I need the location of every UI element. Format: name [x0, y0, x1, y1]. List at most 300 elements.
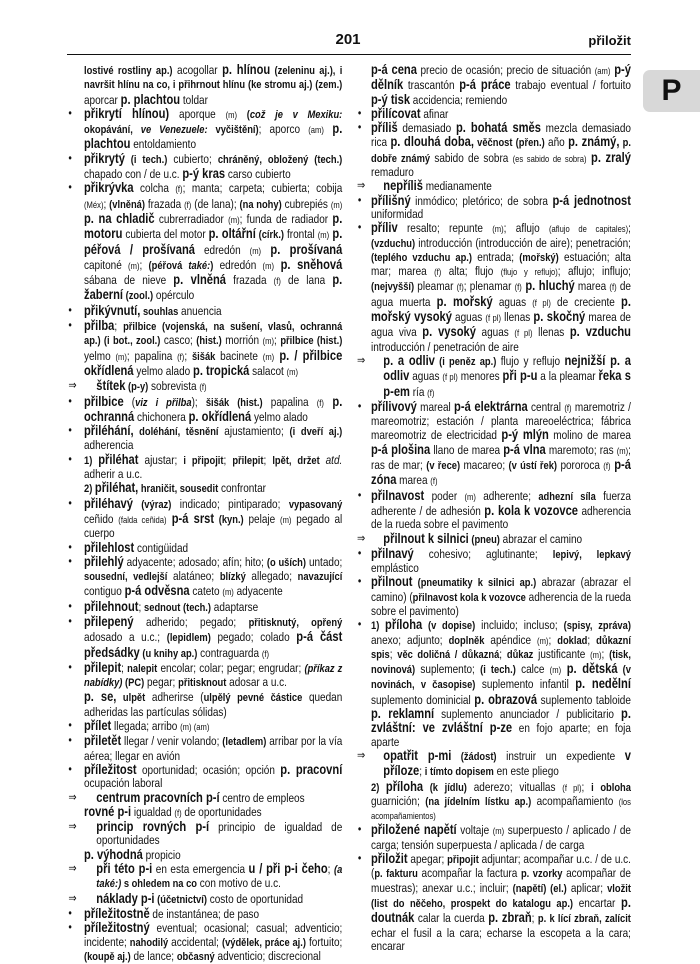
entry-text: introducción / penetración de aire [371, 339, 519, 354]
bullet-icon: • [68, 451, 72, 466]
entry-text: aguas [451, 310, 486, 325]
entry-text: inmódico; pletórico; de sobra [410, 193, 553, 208]
entry-text: ; manta; carpeta; cubierta; cobija [182, 181, 343, 196]
entry-text: ; [587, 632, 597, 647]
arrow-icon: ⇒ [68, 378, 77, 393]
entry-text: hraničit, sousedit [138, 483, 219, 496]
dictionary-entry [68, 761, 343, 791]
bullet-icon: • [68, 920, 72, 935]
entry-text: (f pl) [442, 372, 458, 383]
entry-text: lostivé rostliny ap.) [84, 65, 173, 77]
entry-text: llegada; arribo [111, 719, 181, 734]
bullet-icon: • [68, 539, 72, 554]
entry-text: sednout (tech.) [144, 601, 211, 614]
entry-text: (příkaz z nabídky) [84, 662, 343, 690]
entry-text: (m) [262, 336, 275, 347]
entry-text: (péřová [148, 259, 189, 272]
headword: p-ý dělník [371, 62, 631, 93]
headword: přilícovat [371, 105, 421, 121]
entry-text: adherencia de la rueda sobre el pavimento) [371, 589, 631, 618]
headword: p. vysoký [422, 324, 476, 340]
headword: příležitost [84, 761, 137, 777]
entry-text: costo de oportunidad [206, 891, 304, 906]
entry-text: (m) [228, 214, 240, 225]
entry-text: adosado a u.c.; [84, 630, 167, 645]
entry-text: pelaje [243, 511, 281, 526]
entry-text: ; [184, 348, 192, 363]
entry-text: doklad [557, 634, 588, 647]
arrow-icon: ⇒ [68, 861, 77, 876]
entry-text: yelmo [84, 348, 116, 363]
entry-text: propicio [142, 847, 181, 862]
entry-text: acogollar [172, 63, 223, 77]
entry-text: papalina [262, 394, 317, 409]
entry-text: ; [138, 599, 145, 614]
headword: p. na chladič [84, 210, 155, 226]
entry-text: adyacente; adosado; afín; hito; [123, 554, 267, 569]
entry-text: přitisknout [178, 677, 227, 690]
entry-text: confrontar [218, 481, 266, 496]
entry-text: (f) [261, 648, 270, 659]
bullet-icon: • [357, 120, 362, 135]
entry-text: (m) [590, 649, 602, 660]
entry-text: (los acompañamientos) [371, 796, 631, 822]
entry-text: (f) [427, 387, 435, 398]
headword: p. bohatá směs [455, 120, 541, 136]
entry-text: anexo; adjunto; [371, 632, 449, 647]
bullet-icon: • [68, 718, 72, 733]
entry-text: guarnición; [371, 793, 426, 808]
dictionary-entry [357, 617, 631, 749]
headword: p. kola k vozovce [484, 502, 579, 518]
arrow-icon: ⇒ [357, 352, 366, 367]
entry-text: 1) [371, 620, 386, 633]
dictionary-entry [68, 733, 343, 763]
entry-text: con motivo de u.c. [197, 876, 281, 891]
entry-text: ; plenamar [463, 279, 515, 294]
entry-text: (Méx) [84, 199, 104, 210]
dictionary-entry [357, 545, 631, 576]
entry-text: (m) [222, 587, 234, 598]
entry-text: frontal [284, 227, 318, 242]
entry-text: (na nohy) [239, 198, 282, 211]
headword: přikrytí hlínou) [84, 105, 170, 121]
bullet-icon: • [357, 398, 362, 413]
entry-text: a la pleamar [537, 369, 599, 384]
headword: p. mořský [436, 293, 493, 309]
headword: p-á jednotnost [552, 192, 631, 208]
entry-text: nahodilý [129, 936, 169, 949]
entry-text: ve Venezuele: [140, 124, 208, 137]
entry-text: vložit (list do něčeho, prospekt do katalogu ap.) [371, 882, 631, 910]
headword: p. známý, [568, 134, 620, 150]
entry-text: (hist.) [196, 335, 222, 348]
dictionary-entry [68, 393, 343, 425]
headword: p. obrazová [474, 691, 538, 707]
dictionary-entry [68, 659, 343, 691]
entry-text: de instantánea; de paso [149, 906, 260, 921]
headword: p. výhodná [84, 846, 143, 862]
headword: p. pracovní [280, 761, 343, 777]
headword: příliš [371, 120, 398, 136]
entry-text: i tímto dopisem [424, 766, 494, 779]
headword: přiložené napětí [371, 822, 457, 838]
bullet-icon: • [68, 318, 72, 333]
entry-text: (i tech.) [124, 153, 168, 166]
entry-text: (zool.) [123, 290, 154, 303]
entry-text: adhezní síla [538, 490, 596, 503]
dictionary-entry [68, 598, 342, 615]
dictionary-entry [68, 920, 343, 964]
headword: přilnout k silnici [383, 530, 469, 546]
entry-text: (flujo y reflujo) [500, 267, 558, 278]
headword: příliv [371, 220, 398, 236]
dictionary-entry [357, 530, 631, 547]
entry-text: allegado; [245, 569, 298, 584]
headword: p. dětská [561, 661, 618, 677]
entry-text: atd. [325, 452, 343, 467]
headword: p-ý kras [182, 166, 226, 182]
headword: p. vzduchu [569, 324, 631, 340]
entry-text: (pneumatiky k silnici ap.) [412, 577, 537, 590]
headword: p. oltářní [208, 226, 256, 242]
entry-text: suplemento anunciador / publicitario [434, 707, 622, 722]
entry-text: p. fakturu [374, 868, 418, 881]
entry-text: indicado; pintiparado; [171, 496, 289, 511]
entry-text: anuencia [178, 303, 222, 318]
entry-text: yelmo alado [133, 363, 194, 378]
entry-text: ; [499, 646, 507, 661]
entry-text: i připojit [183, 454, 224, 467]
entry-text: ; [139, 257, 149, 272]
entry-text: (i tech.) [480, 664, 516, 677]
entry-text: (f) [564, 402, 572, 413]
dictionary-entry [68, 553, 343, 600]
entry-text: chapado con / de u.c. [84, 167, 183, 182]
entry-text: fuerza adherente / de adhesión [371, 488, 631, 518]
entry-text: aporcar [84, 92, 121, 107]
entry-text: doléhání, těsnění [133, 426, 219, 439]
entry-text: instruir un expediente [496, 748, 625, 763]
headword: přiléhat, [94, 480, 139, 496]
entry-text: estuación; alta mar; marea [371, 249, 631, 279]
entry-text: afinar [420, 106, 449, 121]
headword: přiletět [84, 733, 122, 749]
entry-text: (výraz) [132, 498, 172, 511]
dictionary-entry [357, 822, 631, 852]
entry-text: quedan adheridas las partículas sólidas) [84, 690, 343, 719]
entry-text: encolar; colar; pegar; engrudar; [157, 660, 305, 675]
bullet-icon: • [68, 659, 72, 674]
bullet-icon: • [357, 487, 362, 502]
entry-text: (v řece) [426, 460, 461, 473]
entry-text: (falda ceñida) [118, 514, 167, 525]
headword: p. vlněná [173, 272, 227, 288]
headword: p. plachtou [120, 91, 181, 107]
entry-text: (napětí) (el.) [512, 882, 567, 895]
entry-text: en este pliego [493, 764, 559, 779]
entry-text: což je v Mexiku: [249, 108, 343, 121]
entry-text: marea [574, 279, 610, 294]
entry-text: (m) [464, 491, 476, 502]
entry-text: ; [114, 319, 124, 334]
entry-text: (mořský) [519, 251, 559, 264]
bullet-icon: • [68, 393, 72, 408]
entry-text: (f) [199, 382, 207, 393]
headword: centrum pracovních p-í [96, 789, 220, 805]
entry-text: sabido de sobra [430, 150, 513, 165]
header-rule [67, 54, 631, 55]
entry-text: (m) [128, 260, 140, 271]
entry-text: llegar / venir volando; [121, 734, 223, 749]
dictionary-entry [357, 574, 631, 618]
entry-text: aguas [492, 294, 533, 309]
entry-text: abrazar (abrazar el camino) ( [371, 575, 631, 604]
headword: p. hluchý [521, 278, 575, 294]
entry-text: untado; [305, 554, 343, 569]
entry-text: ) [210, 259, 214, 272]
headword: p. hlínou [222, 62, 271, 77]
entry-text: přilbice (hist.) [280, 335, 343, 348]
entry-text: (es sabido de sobra) [512, 153, 587, 164]
headword: p. motoru [84, 210, 343, 242]
headword: přilba [84, 318, 115, 334]
headword: přílivový [371, 398, 417, 414]
entry-text: (u knihy ap.) [139, 647, 198, 660]
headword: u / při p-i čeho [248, 861, 328, 877]
entry-text: p. dobře známý [371, 137, 631, 165]
dictionary-entry [68, 718, 342, 734]
entry-text: incluido; incluso; [475, 618, 564, 633]
dictionary-entry [357, 120, 631, 180]
entry-text: (k jídlu) [423, 781, 467, 794]
entry-text: adherirse ( [145, 690, 204, 705]
dictionary-entry [68, 861, 343, 892]
entry-text: flujo y reflujo [496, 353, 565, 368]
entry-text: ; [548, 632, 558, 647]
entry-text: adherir a u.c. [84, 467, 143, 482]
entry-text: (teplého vzduchu ap.) [371, 251, 473, 264]
entry-text: igualdad [131, 804, 175, 819]
entry-text: (f) [456, 282, 464, 293]
headword: p-ý mlýn [501, 427, 549, 443]
dictionary-entry [357, 352, 631, 400]
headword: p. se, [84, 689, 117, 705]
bullet-icon: • [357, 192, 362, 207]
headword: p. / přilbice okřídlená [84, 347, 343, 378]
entry-text: pegado; colado [210, 630, 297, 645]
dictionary-entry [68, 819, 343, 848]
bullet-icon: • [357, 822, 362, 837]
bullet-icon: • [357, 851, 362, 866]
entry-text: (f) [174, 807, 182, 818]
entry-text: edredón [213, 257, 263, 272]
entry-text: aplicar; [566, 880, 608, 895]
entry-text: ajustamiento; [218, 424, 290, 439]
headword: příloha [385, 778, 424, 794]
entry-text: navazující [297, 571, 343, 584]
entry-text: (m) [249, 245, 262, 256]
entry-text: en esta emergencia [152, 862, 249, 877]
headword: přilnavý [371, 545, 414, 561]
dictionary-entry [357, 220, 631, 354]
entry-text: (p-y) [125, 381, 149, 394]
headword: p. a odliv [383, 352, 435, 368]
entry-text: ; [121, 660, 128, 675]
entry-text: (lepidlem) [166, 632, 211, 645]
headword: p-á odvěsna [124, 583, 190, 599]
entry-text: molino de marea [548, 428, 631, 443]
entry-text: de creciente [550, 294, 622, 309]
bullet-icon: • [68, 180, 72, 195]
entry-text: přilbice (vojenská, na sušení, vlasů, ochranná ap.) (i bot., zool.) [84, 321, 343, 348]
entry-text: marea de agua viva [371, 310, 631, 340]
entry-text: toldar [180, 92, 208, 107]
entry-text: adherencia de la rueda sobre el pavimento [371, 503, 631, 532]
arrow-icon: ⇒ [68, 890, 77, 905]
headword: p. zralý [586, 149, 631, 165]
entry-text: ; aporco [258, 122, 309, 137]
page-number: 201 [335, 31, 361, 48]
headword: p. skočný [533, 309, 586, 325]
entry-text: (m) [262, 351, 275, 362]
headword: p-á vlna [503, 441, 546, 457]
left-column [68, 62, 343, 964]
entry-text: (i dveří aj.) [289, 426, 343, 439]
entry-text: ceñido [84, 511, 119, 526]
entry-text: (m) [537, 635, 549, 646]
entry-text: resalto; repunte [397, 221, 493, 236]
entry-text: 1) [84, 454, 99, 467]
entry-text: (f) [177, 351, 185, 362]
entry-text: přilepit [232, 454, 264, 467]
entry-text: souhlas [140, 305, 179, 318]
entry-text: encartar [573, 895, 622, 910]
entry-text: casco; [160, 333, 197, 348]
entry-text: vypasovaný [288, 498, 343, 511]
entry-text: abrazar el camino [499, 531, 583, 546]
entry-text: marea [396, 473, 431, 488]
headword: přilepený [84, 613, 134, 629]
entry-text: (vzduchu) [371, 237, 416, 250]
entry-text: calar la cuerda [414, 911, 489, 926]
headword: řeka s p-em [383, 368, 631, 399]
entry-text: contraguarda [197, 645, 262, 660]
bullet-icon: • [68, 733, 72, 748]
entry-text: ; [274, 333, 281, 348]
entry-text: aguas [475, 325, 515, 340]
entry-text: alta; flujo [441, 264, 501, 279]
bullet-icon: • [68, 598, 72, 613]
entry-text: p. k lící zbraň, zalícit [537, 913, 631, 926]
thumb-index-tab [643, 70, 700, 112]
dictionary-entry [68, 180, 343, 303]
entry-text: věčnost (přen.) [473, 137, 545, 150]
entry-text: cateto [189, 584, 223, 599]
entry-text: (m) [317, 230, 330, 241]
arrow-icon: ⇒ [357, 530, 366, 545]
entry-text: alatáneo; [167, 569, 220, 584]
entry-text: sousední, vedlejší [84, 571, 168, 584]
entry-text: chráněný, obložený (tech.) [217, 153, 343, 166]
entry-text: precio de ocasión; precio de situación [416, 63, 595, 77]
headword: v příloze [383, 747, 631, 779]
entry-text: principio de igualdad de oportunidades [96, 820, 343, 848]
entry-text: uniformidad [371, 206, 424, 221]
entry-text: acompañar la factura [417, 866, 521, 881]
entry-text: introducción (introducción de aire); penetración; [415, 235, 631, 250]
dictionary-entry [68, 890, 342, 907]
entry-text: adosar a u.c. [226, 675, 287, 690]
entry-text: ulpělý pevné částice [203, 692, 303, 705]
entry-text: důkaz [506, 648, 534, 661]
entry-text: ; papalina [126, 348, 178, 363]
headword: přílišný [371, 192, 411, 208]
headword: p. prošívaná [261, 241, 343, 257]
dictionary-entry [84, 63, 342, 107]
entry-text: vyčištění) [207, 124, 259, 137]
entry-text: (tisk, novinová) [371, 648, 631, 677]
entry-text: maremotriz / mareomotriz; estación / planta mareoeléctrica; fábrica mareomotriz de electricidad [371, 399, 631, 443]
headword: přikrytý [84, 150, 125, 166]
dictionary-entry [357, 192, 631, 222]
entry-text: (f) [603, 461, 611, 472]
entry-text: contigüidad [134, 540, 189, 555]
entry-text: (a také:) [96, 864, 343, 891]
entry-text: ; [581, 779, 592, 794]
bullet-icon: • [68, 423, 72, 438]
entry-text: (PC) [122, 677, 145, 690]
entry-text: (i peněz ap.) [434, 355, 497, 368]
entry-text: (f) [430, 476, 438, 487]
entry-text: šišák [191, 350, 216, 363]
entry-text: pleamar [414, 279, 457, 294]
headword: přikývnutí, [84, 302, 141, 318]
headword: p-á cena [371, 62, 417, 77]
headword: přilnout [371, 574, 413, 590]
entry-text: věc doličná / důkazná [397, 648, 500, 661]
headword: příležitostně [84, 905, 150, 921]
headword: p. žaberní [84, 272, 343, 303]
entry-text: ( [123, 394, 136, 409]
entry-text: suplemento; [415, 662, 481, 677]
entry-text: (o uších) [266, 556, 306, 569]
entry-text: p. vzorky [520, 868, 563, 881]
entry-text: (f) [316, 397, 324, 408]
entry-text: cubierta del motor [122, 227, 209, 242]
entry-text: aporque [169, 106, 226, 121]
bullet-icon: • [357, 220, 362, 235]
headword: p. sněhová [273, 256, 343, 272]
dictionary-entry [84, 805, 342, 820]
dictionary-entry [68, 789, 342, 805]
entry-text: ulpět [116, 692, 146, 705]
entry-text: poder [424, 488, 465, 503]
entry-text: justificante [533, 646, 591, 661]
entry-text: (účetnictví) [154, 893, 207, 906]
entry-text: (na jídelním lístku ap.) [425, 795, 532, 808]
headword: přilehnout [84, 598, 139, 614]
entry-text: medianamente [422, 179, 492, 194]
entry-text: (žádost) [451, 750, 497, 763]
dictionary-entry [68, 150, 343, 182]
entry-text: ría [409, 384, 428, 399]
headword: p. péřová / prošívaná [84, 226, 343, 257]
dictionary-entry [84, 848, 342, 862]
bullet-icon: • [68, 495, 72, 510]
entry-text: accidental; [168, 934, 222, 949]
entry-text: trabajo eventual / fortuito [510, 78, 631, 93]
